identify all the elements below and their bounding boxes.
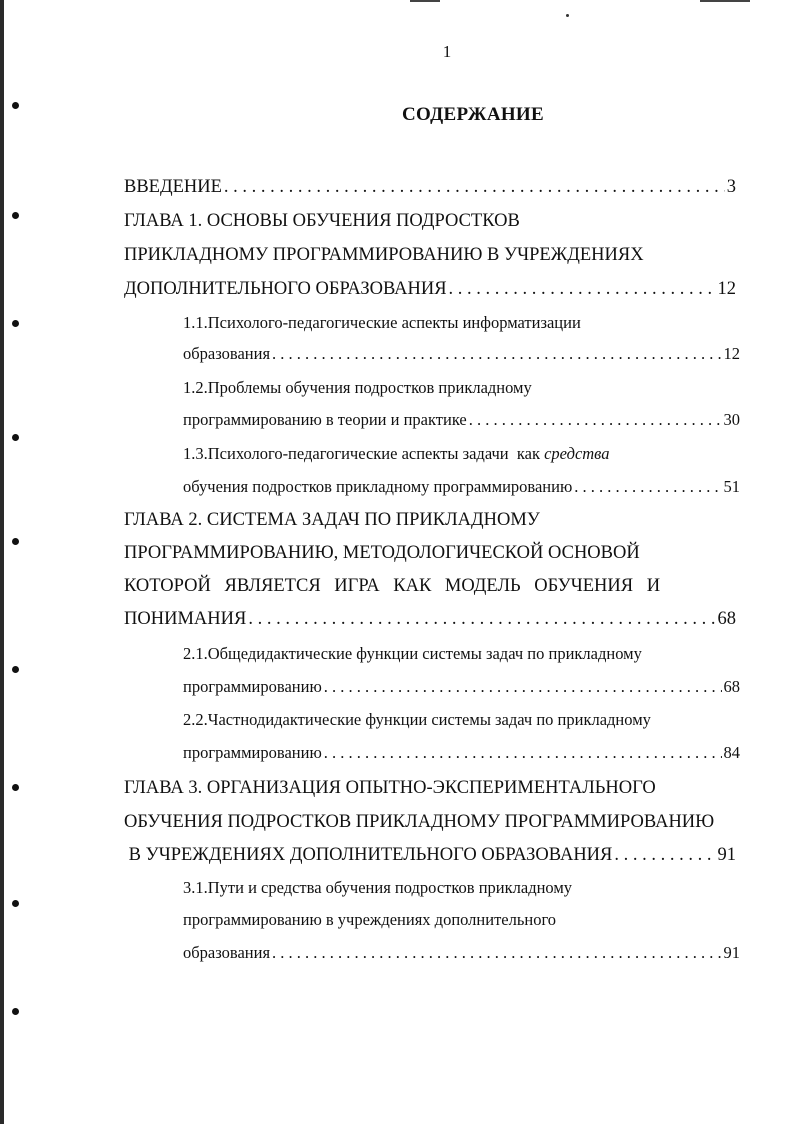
section-3-1-line1: 3.1.Пути и средства обучения подростков прикладному xyxy=(183,878,573,897)
chapter2-heading-line4: ПОНИМАНИЯ xyxy=(124,609,247,629)
section-2-1-line1: 2.1.Общедидактические функции системы задач по прикладному xyxy=(183,644,642,663)
chapter1-heading-line2: ПРИКЛАДНОМУ ПРОГРАММИРОВАНИЮ В УЧРЕЖДЕНИЯХ xyxy=(124,245,644,265)
section-3-1-line2: программированию в учреждениях дополнительного xyxy=(183,910,557,929)
toc-page-number: 51 xyxy=(723,477,740,496)
toc-entry-section-2-1 xyxy=(183,679,740,696)
toc-page-number: 30 xyxy=(723,410,740,429)
binding-hole-dot xyxy=(12,320,19,327)
binding-hole-dot xyxy=(12,434,19,441)
dot-leader xyxy=(248,610,715,629)
binding-hole-dot xyxy=(12,900,19,907)
chapter2-heading-line1: ГЛАВА 2. СИСТЕМА ЗАДАЧ ПО ПРИКЛАДНОМУ xyxy=(124,510,540,530)
toc-entry-section-1-2 xyxy=(183,412,740,429)
toc-page-number: 12 xyxy=(717,279,736,299)
toc-entry-section-1-1 xyxy=(183,346,740,363)
toc-page-number: 68 xyxy=(723,677,740,696)
scan-top-mark xyxy=(700,0,750,2)
chapter1-heading-line1: ГЛАВА 1. ОСНОВЫ ОБУЧЕНИЯ ПОДРОСТКОВ xyxy=(124,211,520,231)
toc-entry-introduction xyxy=(124,178,736,197)
dot-leader xyxy=(469,412,722,429)
toc-entry-chapter2 xyxy=(124,610,736,629)
dot-leader xyxy=(449,280,716,299)
toc-page-number: 68 xyxy=(717,609,736,629)
section-1-1-line2: образования xyxy=(183,344,271,363)
dot-leader xyxy=(574,479,721,496)
chapter3-heading-line3: В УЧРЕЖДЕНИЯХ ДОПОЛНИТЕЛЬНОГО ОБРАЗОВАНИЯ xyxy=(124,845,613,865)
scan-edge-bar xyxy=(0,0,4,1124)
section-2-1-line2: программированию xyxy=(183,677,322,696)
page-title: СОДЕРЖАНИЕ xyxy=(402,104,544,125)
dot-leader xyxy=(272,945,721,962)
section-1-3-line2: обучения подростков прикладному программированию xyxy=(183,477,573,496)
section-1-1-line1: 1.1.Психолого-педагогические аспекты информатизации xyxy=(183,313,581,332)
toc-page-number: 91 xyxy=(723,943,740,962)
section-1-3-line1 xyxy=(183,446,609,463)
toc-entry-section-1-3 xyxy=(183,479,740,496)
chapter3-heading-line1: ГЛАВА 3. ОРГАНИЗАЦИЯ ОПЫТНО-ЭКСПЕРИМЕНТАЛЬНОГО xyxy=(124,778,656,798)
toc-entry-section-2-2 xyxy=(183,745,740,762)
section-1-3-line1-text: 1.3.Психолого-педагогические аспекты задачи как xyxy=(183,444,545,463)
chapter1-heading-line3: ДОПОЛНИТЕЛЬНОГО ОБРАЗОВАНИЯ xyxy=(124,279,447,299)
toc-entry-chapter1 xyxy=(124,280,736,299)
page-number: 1 xyxy=(442,42,452,61)
binding-hole-dot xyxy=(12,666,19,673)
toc-page-number: 91 xyxy=(717,845,736,865)
toc-entry-chapter3 xyxy=(124,846,736,865)
toc-page-number: 12 xyxy=(723,344,740,363)
toc-entry-text: ВВЕДЕНИЕ xyxy=(124,177,222,197)
section-2-2-line1: 2.2.Частнодидактические функции системы задач по прикладному xyxy=(183,710,651,729)
binding-hole-dot xyxy=(12,1008,19,1015)
scan-top-mark xyxy=(410,0,440,2)
toc-page-number: 84 xyxy=(723,743,740,762)
section-1-2-line2: программированию в теории и практике xyxy=(183,410,467,429)
chapter2-heading-line3: КОТОРОЙ ЯВЛЯЕТСЯ ИГРА КАК МОДЕЛЬ ОБУЧЕНИЯ И xyxy=(124,576,661,596)
scan-speck xyxy=(566,14,569,17)
section-3-1-line3: образования xyxy=(183,943,271,962)
toc-page-number: 3 xyxy=(726,177,736,197)
binding-hole-dot xyxy=(12,212,19,219)
chapter3-heading-line2: ОБУЧЕНИЯ ПОДРОСТКОВ ПРИКЛАДНОМУ ПРОГРАММИРОВАНИЮ xyxy=(124,812,715,832)
binding-hole-dot xyxy=(12,538,19,545)
dot-leader xyxy=(324,679,722,696)
binding-hole-dot xyxy=(12,784,19,791)
section-1-2-line1: 1.2.Проблемы обучения подростков прикладному xyxy=(183,378,532,397)
toc-entry-section-3-1 xyxy=(183,945,740,962)
section-1-3-line1-italic: средства xyxy=(544,444,610,463)
chapter2-heading-line2: ПРОГРАММИРОВАНИЮ, МЕТОДОЛОГИЧЕСКОЙ ОСНОВОЙ xyxy=(124,543,640,563)
dot-leader xyxy=(224,178,725,197)
dot-leader xyxy=(324,745,722,762)
section-2-2-line2: программированию xyxy=(183,743,322,762)
dot-leader xyxy=(272,346,721,363)
dot-leader xyxy=(614,846,715,865)
